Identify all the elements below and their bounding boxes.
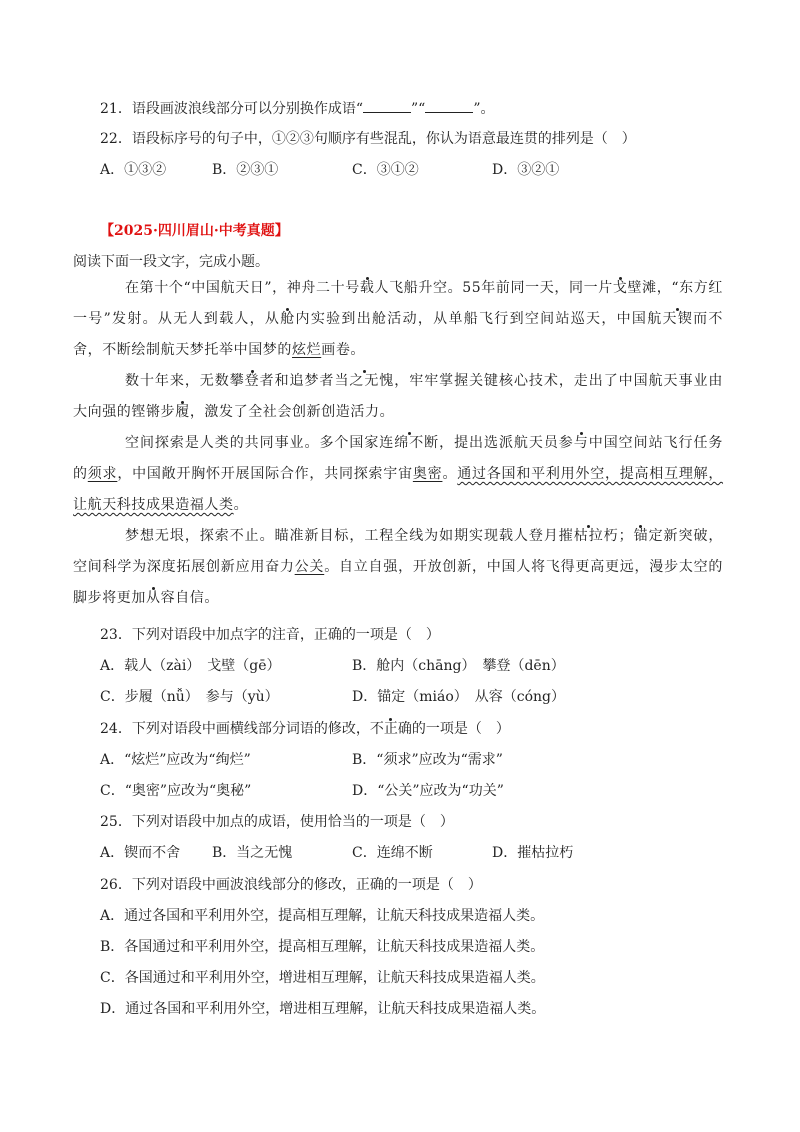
- p1-seg: 在第十个“中国航天日”，神舟二十号: [125, 280, 360, 296]
- dotted-char-deng: 登: [244, 373, 260, 389]
- q25-option-a[interactable]: A．锲而不舍: [100, 845, 181, 861]
- q24-option-c[interactable]: C．“奥密”应改为“奥秘”: [100, 783, 252, 799]
- p2-seg: 者和追梦者: [259, 373, 335, 389]
- p3-seg: 空间探索是人类的共同事业。多个国家: [125, 435, 380, 451]
- passage-paragraph-4: [73, 521, 723, 614]
- p3-seg: ，中国敞开胸怀开展国际合作，共同探索宇宙: [117, 466, 413, 482]
- p4-seg: 容自信。: [160, 590, 220, 606]
- passage-paragraph-3: [73, 428, 723, 521]
- wavy-sentence: 通过各国和平利用外空，提高相互理解，让航天科技成果造福人类: [73, 466, 724, 513]
- question-22: 22．语段标序号的句子中，①②③句顺序有些混乱，你认为语意最连贯的排列是（ ）: [100, 131, 636, 147]
- dotted-char-zai: 载: [359, 280, 375, 296]
- p4-seg: 定新突破，空间科学为深度拓展创新应用奋力: [73, 528, 724, 575]
- q23-option-b[interactable]: B．舱内（chāng） 攀登（dēn）: [352, 658, 565, 674]
- p3-seg: ，提出选派航天员参: [439, 435, 574, 451]
- underlined-word-aomi: 奥密: [412, 466, 443, 482]
- q26-option-d[interactable]: D．通过各国和平利用外空，增进相互理解，让航天科技成果造福人类。: [100, 1001, 546, 1017]
- dotted-idiom-dangzhiwukui: 当之无愧: [334, 373, 395, 389]
- q26-option-a[interactable]: A．通过各国和平利用外空，提高相互理解，让航天科技成果造福人类。: [100, 908, 545, 924]
- q24-text-a: 24．下列对语段中画横线部分词语的修改，: [100, 721, 370, 737]
- p4-seg: 。自立自强，开放创新，中国人将飞得更高更远，漫步太空的脚步将更加: [73, 559, 724, 606]
- q24-option-d[interactable]: D．“公关”应改为“功关”: [352, 783, 504, 799]
- p3-seg: 中国空间站飞行任务的: [73, 435, 723, 482]
- q25-option-d[interactable]: D．摧枯拉朽: [492, 845, 574, 861]
- p1-seg: ，不断绘制航天梦托举中国梦的: [87, 342, 293, 358]
- p4-seg: ；: [618, 528, 634, 544]
- dotted-idiom-qieerbushe: 锲而不舍: [73, 311, 723, 358]
- q24-text-c: 的一项是（ ）: [411, 721, 510, 737]
- question-25: 25．下列对语段中加点的成语，使用恰当的一项是（ ）: [100, 814, 454, 830]
- dotted-char-cong: 从: [146, 590, 161, 606]
- p2-seg: 数十年来，无数攀: [125, 373, 245, 389]
- underlined-word-gongguan: 公关: [294, 559, 325, 575]
- dotted-char-lv: 履: [175, 404, 190, 420]
- question-24: [100, 719, 510, 739]
- dotted-char-yu: 与: [573, 435, 589, 451]
- p1-seg: 画卷。: [321, 342, 366, 358]
- dotted-idiom-lianmianbuduan: 连绵不断: [379, 435, 440, 451]
- dotted-char-ge: 戈: [612, 280, 628, 296]
- q23-option-d[interactable]: D．锚定（miáo） 从容（cóng）: [352, 689, 566, 705]
- q21-blank-2[interactable]: [425, 98, 473, 113]
- q23-option-c[interactable]: C．步履（nǚ） 参与（yù）: [100, 689, 279, 705]
- q26-option-b[interactable]: B．各国通过和平利用外空，提高相互理解，让航天科技成果造福人类。: [100, 939, 545, 955]
- q24-option-b[interactable]: B．“须求”应改为“需求”: [352, 752, 503, 768]
- passage-paragraph-2: [73, 366, 723, 428]
- p3-seg: 。: [233, 497, 249, 513]
- source-tag: 【2025·四川眉山·中考真题】: [100, 223, 289, 239]
- p1-seg: 人飞船升空。55年前同一天，同一片: [374, 280, 613, 296]
- p3-seg: 。: [442, 466, 458, 482]
- passage-paragraph-1: [73, 273, 723, 366]
- q21-text-c: ”。: [473, 101, 495, 117]
- question-26: 26．下列对语段中画波浪线部分的修改，正确的一项是（ ）: [100, 877, 482, 893]
- reading-intro: 阅读下面一段文字，完成小题。: [73, 254, 269, 270]
- dotted-char-mao: 锚: [633, 528, 649, 544]
- p1-seg: 壁滩，“东方红一号”发射。从无人到载人，从: [73, 280, 724, 327]
- q24-option-a[interactable]: A．“炫烂”应改为“绚烂”: [100, 752, 251, 768]
- q22-option-d[interactable]: D．③②①: [492, 162, 560, 178]
- q22-option-c[interactable]: C．③①②: [352, 162, 419, 178]
- q24-emphasis-incorrect: 不正确: [369, 721, 412, 737]
- dotted-char-cang: 舱: [280, 311, 296, 327]
- q22-option-a[interactable]: A．①③②: [100, 162, 167, 178]
- q25-option-c[interactable]: C．连绵不断: [352, 845, 433, 861]
- q22-option-b[interactable]: B．②③①: [212, 162, 279, 178]
- question-23: 23．下列对语段中加点字的注音，正确的一项是（ ）: [100, 627, 440, 643]
- question-21: [100, 98, 494, 119]
- q26-option-c[interactable]: C．各国通过和平利用外空，增进相互理解，让航天科技成果造福人类。: [100, 970, 545, 986]
- p4-seg: 梦想无垠，探索不止。瞄准新目标，工程全线为如期实现载人登月: [125, 528, 559, 544]
- underlined-word-xuqiu: 须求: [87, 466, 118, 482]
- dotted-idiom-cuikulaxiu: 摧枯拉朽: [558, 528, 619, 544]
- q21-blank-1[interactable]: [363, 98, 411, 113]
- q21-text-b: ”“: [410, 101, 426, 117]
- q23-option-a[interactable]: A．载人（zài） 戈壁（gē）: [100, 658, 281, 674]
- p2-seg: ，激发了全社会创新创造活力。: [189, 404, 395, 420]
- q25-option-b[interactable]: B．当之无愧: [212, 845, 293, 861]
- p2-seg: ，牢牢掌握关键核心技术，走出了中国航天事业由大向强的铿锵步: [73, 373, 724, 420]
- underlined-word-xuanlan: 炫烂: [292, 342, 322, 358]
- p1-seg: 内实验到出舱活动，从单船飞行到空间站巡天，中国航天: [295, 311, 678, 327]
- q21-text-a: 21．语段画波浪线部分可以分别换作成语“: [100, 101, 363, 117]
